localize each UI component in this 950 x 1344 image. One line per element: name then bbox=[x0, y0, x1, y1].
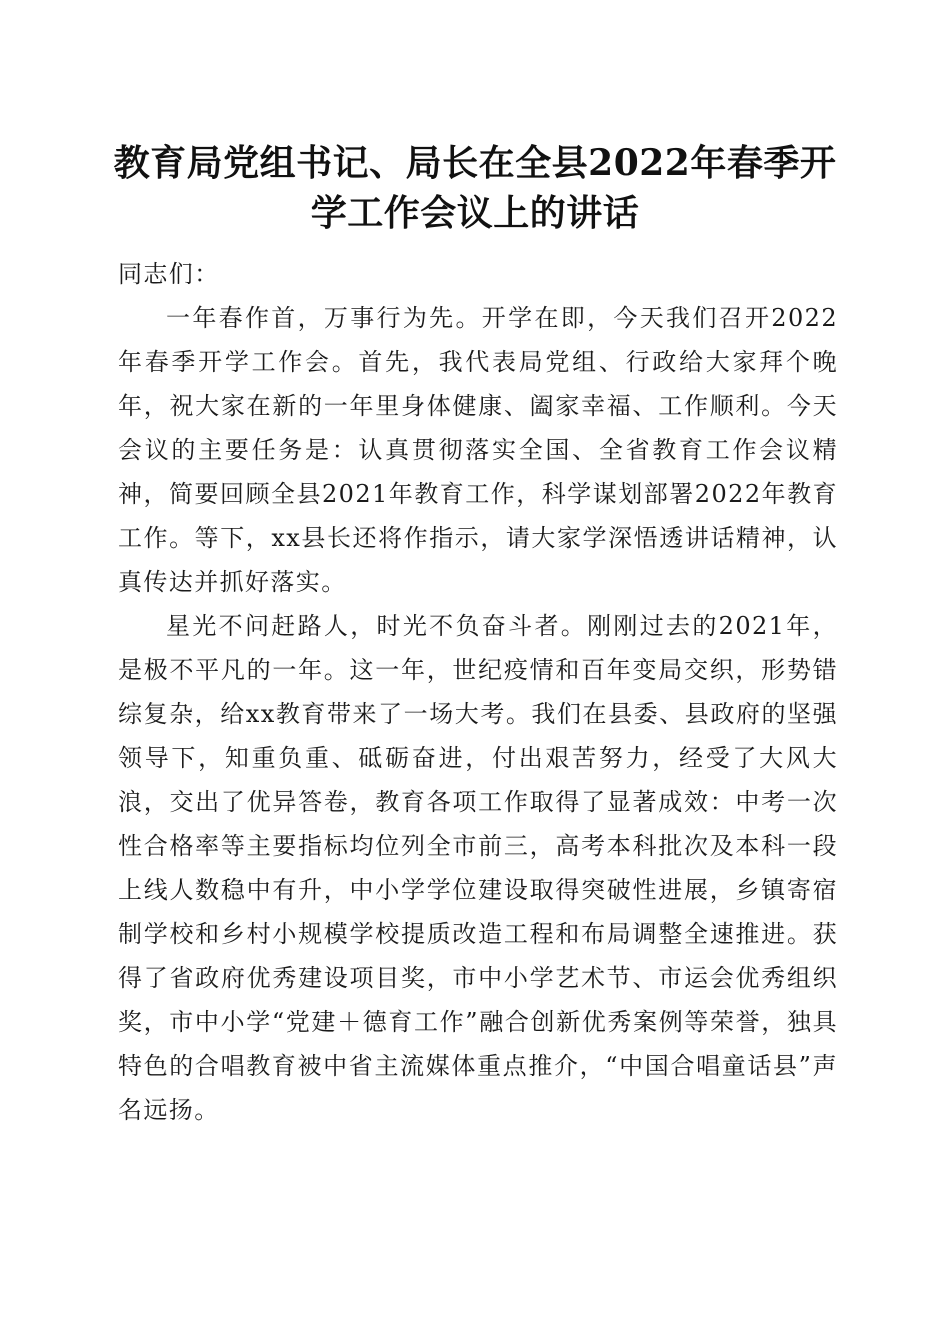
paragraph-2: 星光不问赶路人，时光不负奋斗者。刚刚过去的2021年，是极不平凡的一年。这一年，世纪疫情和百年变局交织，形势错综复杂，给xx教育带来了一场大考。我们在县委、县政府的坚强领导下，知重负重、砥砺奋进，付出艰苦努力，经受了大风大浪，交出了优异答卷，教育各项工作取得了显著成效：中考一次性合格率等主要指标均位列全市前三，高考本科批次及本科一段上线人数稳中有升，中小学学位建设取得突破性进展，乡镇寄宿制学校和乡村小规模学校提质改造工程和布局调整全速推进。获得了省政府优秀建设项目奖，市中小学艺术节、市运会优秀组织奖，市中小学“党建＋德育工作”融合创新优秀案例等荣誉，独具特色的合唱教育被中省主流媒体重点推介，“中国合唱童话县”声名远扬。 bbox=[118, 612, 838, 1124]
document-body bbox=[118, 252, 838, 1132]
paragraph-1: 一年春作首，万事行为先。开学在即，今天我们召开2022年春季开学工作会。首先，我代表局党组、行政给大家拜个晚年，祝大家在新的一年里身体健康、阖家幸福、工作顺利。今天会议的主要任务是：认真贯彻落实全国、全省教育工作会议精神，简要回顾全县2021年教育工作，科学谋划部署2022年教育工作。等下，xx县长还将作指示，请大家学深悟透讲话精神，认真传达并抓好落实。 bbox=[118, 304, 838, 596]
title-line-2: 学工作会议上的讲话 bbox=[310, 192, 640, 234]
title-line-1: 教育局党组书记、局长在全县2022年春季开 bbox=[113, 142, 837, 184]
greeting: 同志们： bbox=[118, 260, 220, 288]
document-title bbox=[100, 138, 850, 238]
